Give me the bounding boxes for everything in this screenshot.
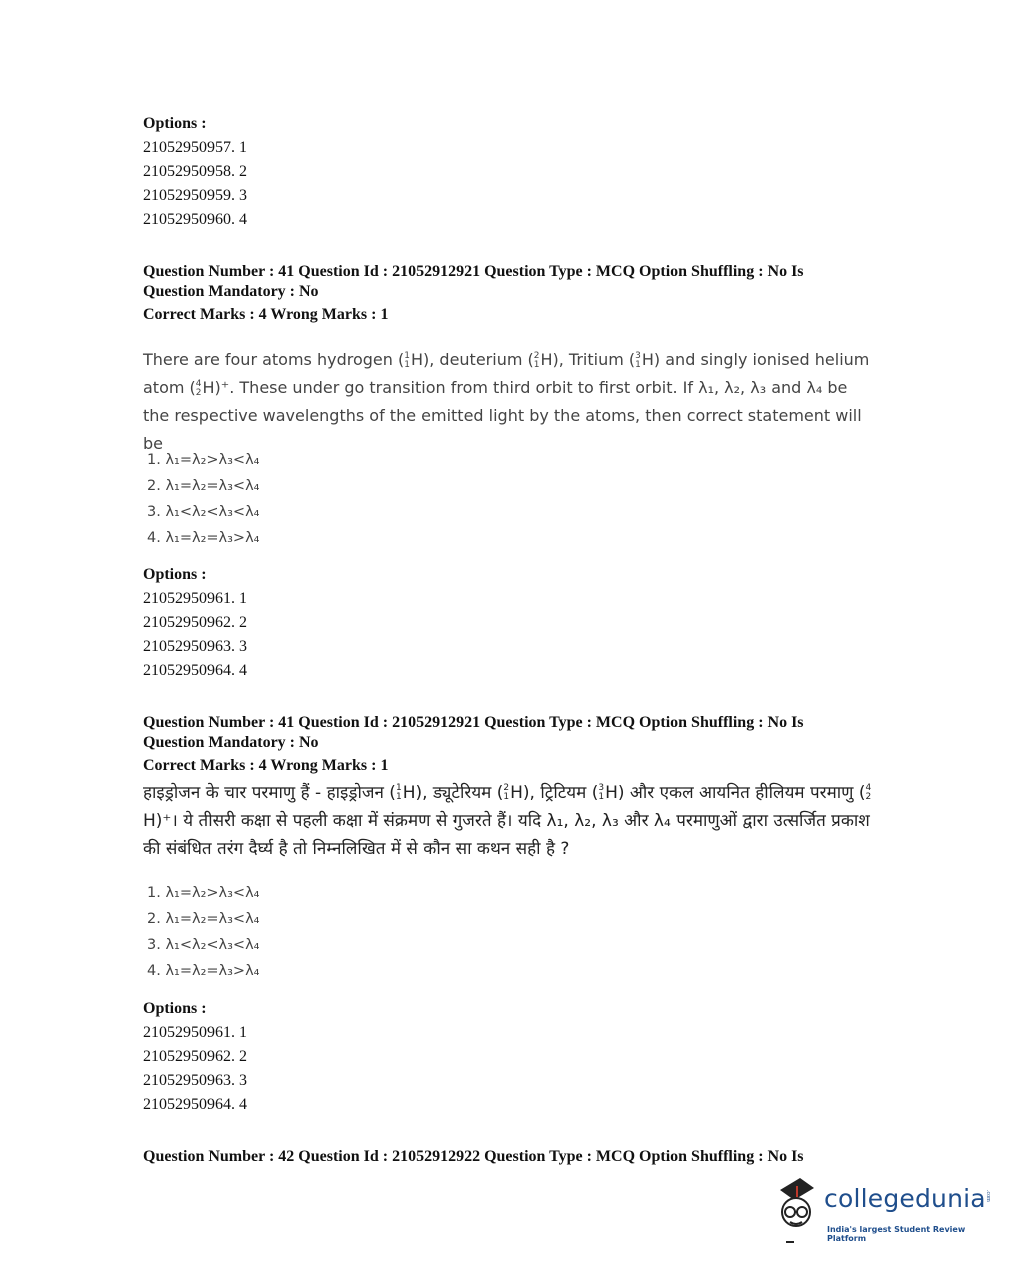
question-41-hi-header (143, 713, 804, 776)
nuclide-h2: 2 1 (533, 350, 540, 370)
options-block-41-en (143, 563, 247, 683)
marks-line: Correct Marks : 4 Wrong Marks : 1 (143, 757, 389, 774)
options-block-41-hi (143, 997, 247, 1117)
option-item: 21052950961. 1 (143, 590, 247, 607)
question-meta-line1: Question Number : 41 Question Id : 21052912921 Question Type : MCQ Option Shuffling : No Is (143, 714, 804, 731)
choice-item: 2. λ₁=λ₂=λ₃<λ₄ (147, 478, 260, 494)
question-meta-line2: Question Mandatory : No (143, 734, 319, 751)
choice-item: 4. λ₁=λ₂=λ₃>λ₄ (147, 963, 260, 979)
question-meta-line2: Question Mandatory : No (143, 283, 319, 300)
question-meta-line1: Question Number : 42 Question Id : 21052912922 Question Type : MCQ Option Shuffling : No Is (143, 1148, 804, 1165)
options-label: Options : (143, 1000, 207, 1017)
option-item: 21052950959. 3 (143, 187, 247, 204)
option-item: 21052950963. 3 (143, 638, 247, 655)
mascot-icon (770, 1176, 822, 1248)
choices-41-en (147, 447, 259, 551)
question-41-en-header (143, 262, 804, 325)
logo-tagline: India's largest Student Review Platform (827, 1225, 966, 1243)
nuclide-h2: 2 1 (503, 783, 510, 802)
option-item: 21052950964. 4 (143, 1096, 247, 1113)
choice-item: 1. λ₁=λ₂>λ₃<λ₄ (147, 885, 260, 901)
question-41-hi-text: हाइड्रोजन के चार परमाणु हैं - हाइड्रोजन ( 1 1 H), ड्यूटेरियम ( 2 1 H), ट्रिटियम ( 3 1 H) और एकल आयनित हीलियम परमाणु ( 4 2 H)⁺। ये तीसरी कक्षा से पहली कक्षा में संक्रमण से गुजरते हैं। यदि λ₁, λ₂, λ₃ और λ₄ परमाणुओं द्वारा उत्सर्जित प्रकाश की संबंधित तरंग दैर्घ्य है तो निम्नलिखित में से कौन सा कथन सही है ? (143, 779, 873, 863)
option-item: 21052950960. 4 (143, 211, 247, 228)
option-item: 21052950963. 3 (143, 1072, 247, 1089)
logo-com: .com (985, 1190, 991, 1202)
nuclide-h1: 1 1 (395, 783, 402, 802)
question-meta-line1: Question Number : 41 Question Id : 21052912921 Question Type : MCQ Option Shuffling : No Is (143, 263, 804, 280)
marks-line: Correct Marks : 4 Wrong Marks : 1 (143, 306, 389, 323)
choices-41-hi (147, 880, 259, 984)
logo-wordmark: collegedunia (824, 1184, 986, 1213)
nuclide-he4: 4 2 (195, 378, 202, 398)
question-42-header (143, 1147, 804, 1167)
choice-item: 2. λ₁=λ₂=λ₃<λ₄ (147, 911, 260, 927)
choice-item: 3. λ₁<λ₂<λ₃<λ₄ (147, 504, 260, 520)
option-item: 21052950964. 4 (143, 662, 247, 679)
choice-item: 3. λ₁<λ₂<λ₃<λ₄ (147, 937, 260, 953)
option-item: 21052950962. 2 (143, 614, 247, 631)
nuclide-h3: 3 1 (635, 350, 641, 370)
nuclide-h3: 3 1 (598, 783, 605, 802)
question-41-en-text: There are four atoms hydrogen ( 1 1 H), deuterium ( 2 1 H), Tritium ( 3 1 H) and singly ionised helium atom ( 4 2 H)⁺. These under go transition from third orbit to first orbit. If λ₁, λ₂, λ₃ and λ₄ be the respective wavelengths of the emitted light by the atoms, then correct statement will be (143, 346, 873, 458)
option-item: 21052950961. 1 (143, 1024, 247, 1041)
options-block-prev (143, 112, 247, 232)
option-item: 21052950957. 1 (143, 139, 247, 156)
nuclide-h1: 1 1 (404, 350, 410, 370)
choice-item: 1. λ₁=λ₂>λ₃<λ₄ (147, 452, 260, 468)
options-label: Options : (143, 115, 207, 132)
choice-item: 4. λ₁=λ₂=λ₃>λ₄ (147, 530, 260, 546)
options-label: Options : (143, 566, 207, 583)
option-item: 21052950958. 2 (143, 163, 247, 180)
option-item: 21052950962. 2 (143, 1048, 247, 1065)
nuclide-he4: 4 2 (865, 783, 872, 802)
collegedunia-logo (770, 1176, 995, 1256)
